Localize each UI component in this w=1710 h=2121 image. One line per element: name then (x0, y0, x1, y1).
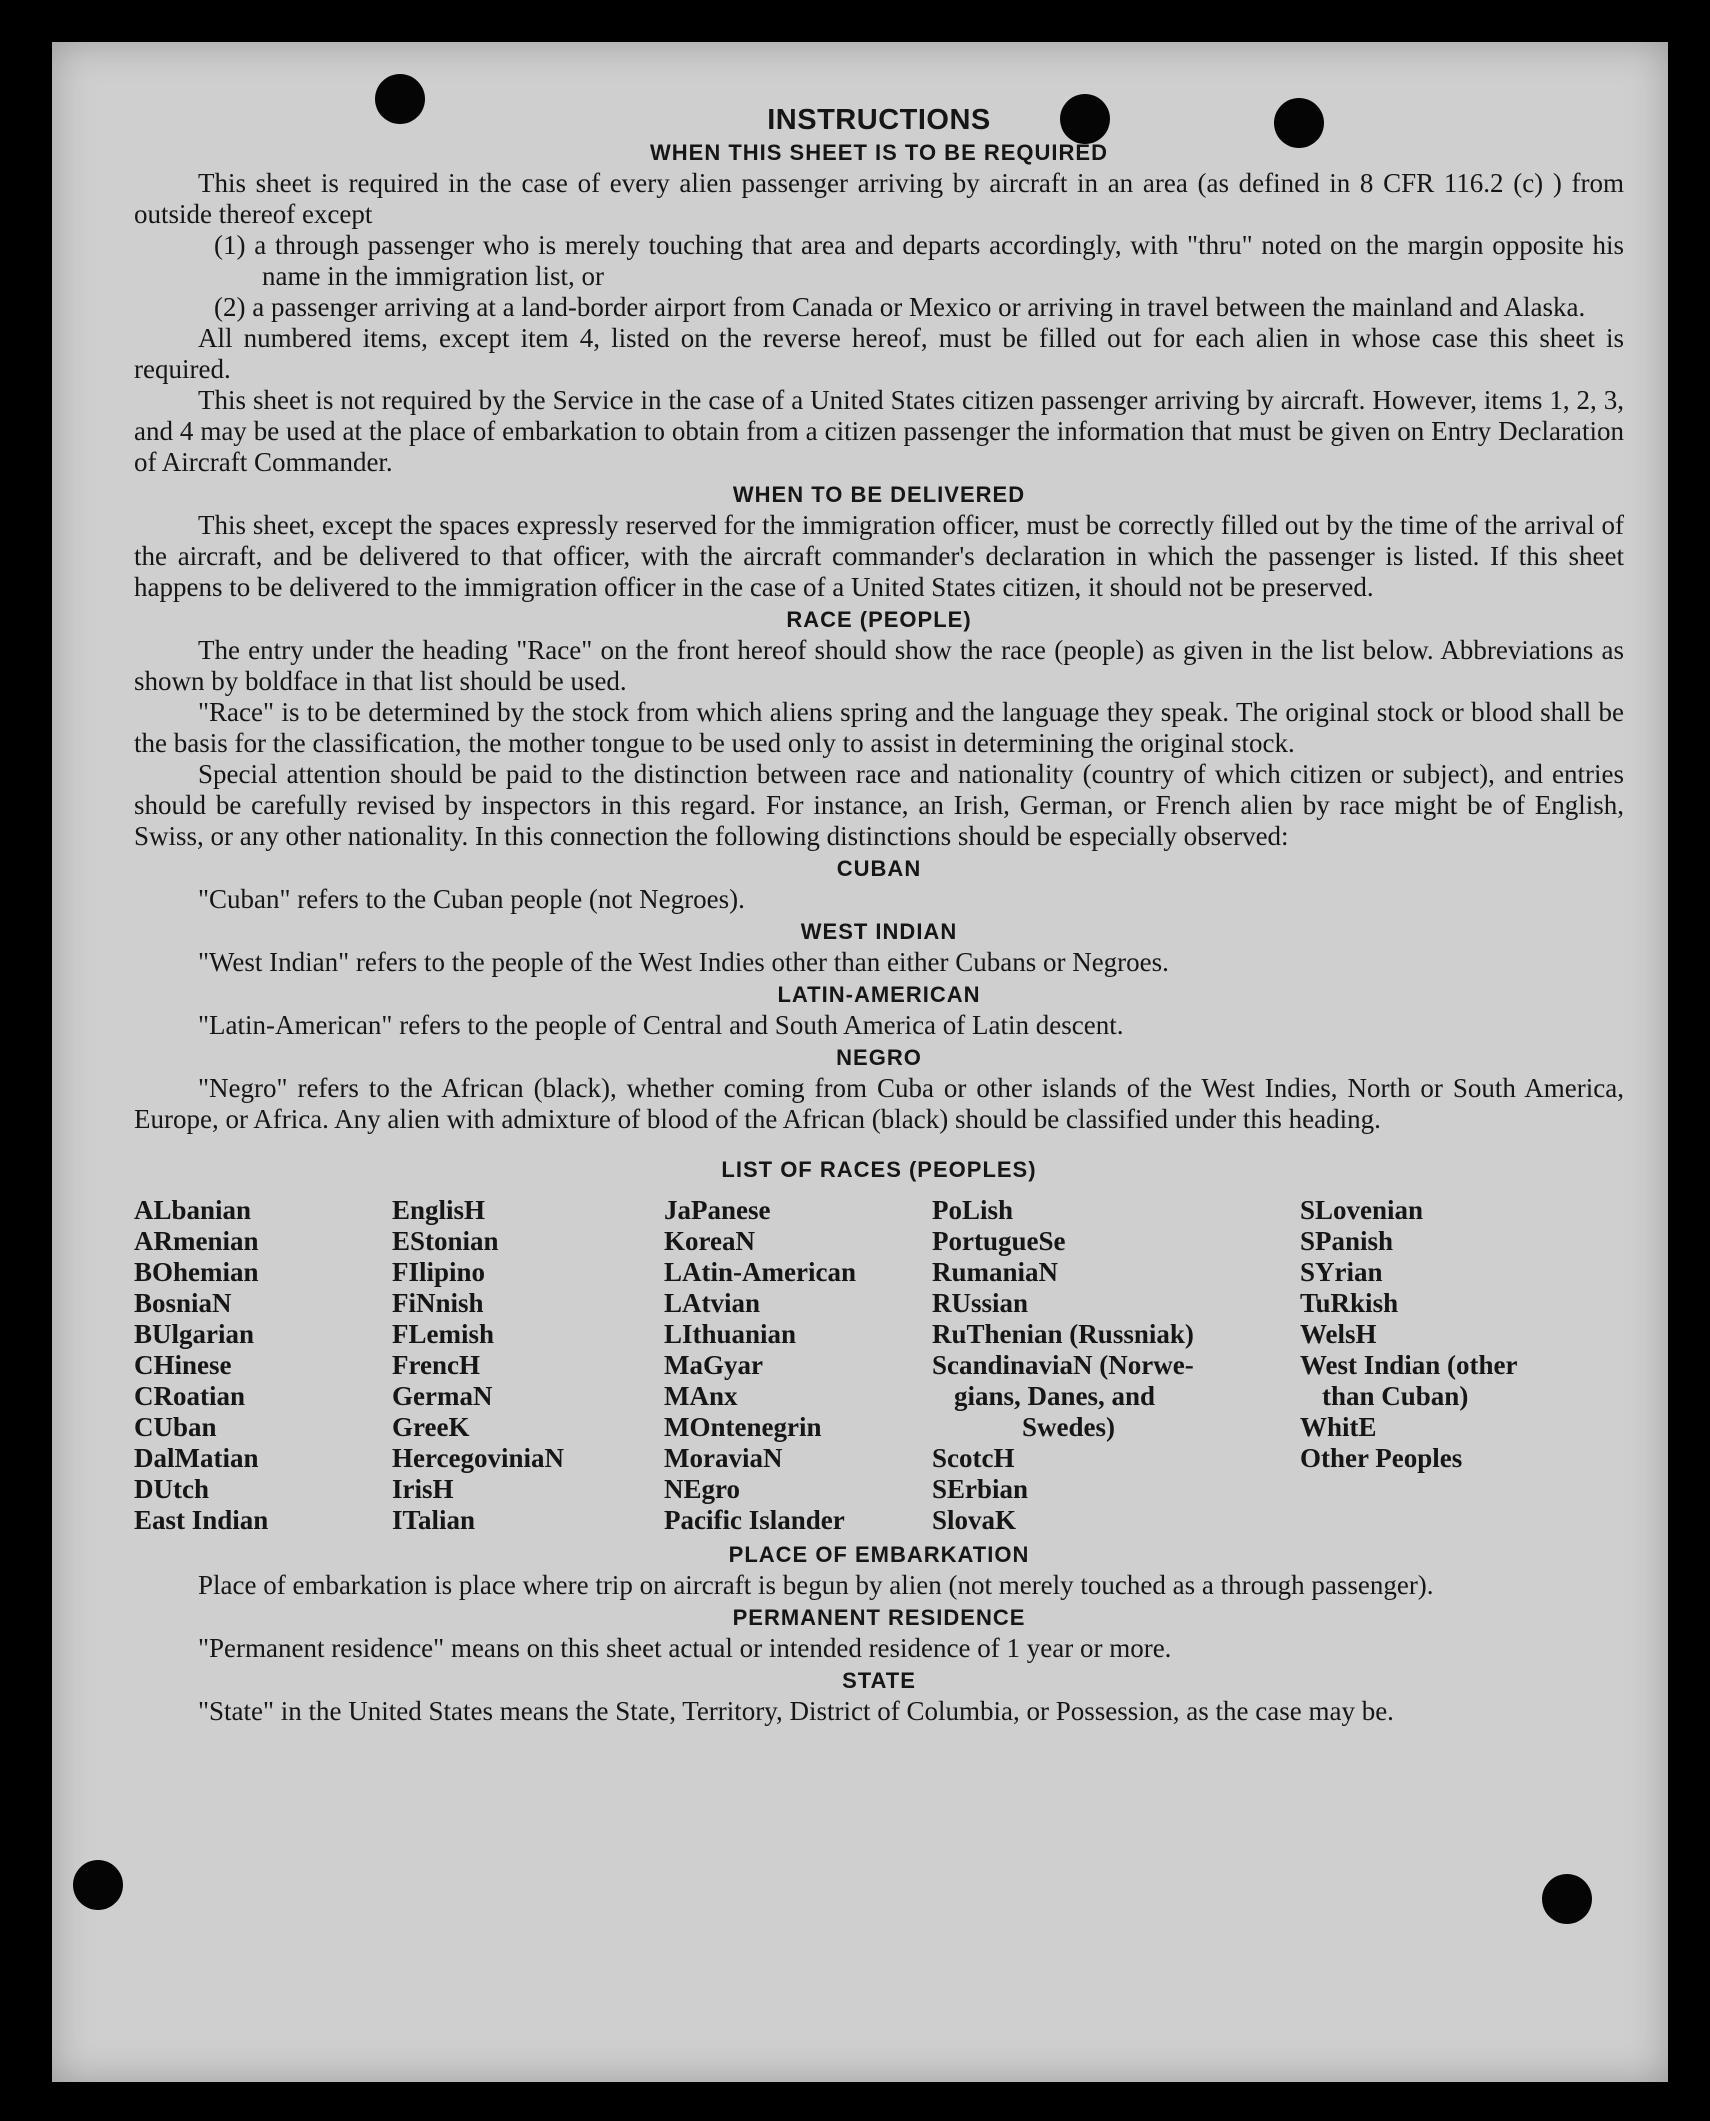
race-entry: MAnx (664, 1381, 738, 1411)
race-entry: SlovaK (932, 1505, 1017, 1535)
race-entry: BosniaN (134, 1288, 232, 1318)
race-entry: SYrian (1300, 1257, 1383, 1287)
race-entry: HercegoviniaN (392, 1443, 564, 1473)
race-entry: DUtch (134, 1474, 209, 1504)
race-entry: KoreaN (664, 1226, 755, 1256)
paragraph-when-required: This sheet is required in the case of every alien passenger arriving by aircraft in an area (as defined in 8 CFR 116.2 (c) ) from outside thereof except (134, 168, 1624, 229)
race-entry: ALbanian (134, 1195, 252, 1225)
race-entry: PoLish (932, 1195, 1014, 1225)
heading-embarkation: PLACE OF EMBARKATION (728, 1542, 1030, 1567)
paragraph-race-3: Special attention should be paid to the distinction between race and nationality (country of which citizen or subject), and entries should be carefully revised by inspectors in this regard. For instance, an Irish, German, or French alien by race might be of English, Swiss, or any other nationality. In this connection the following distinctions should be especially observed: (134, 759, 1624, 851)
races-column-2 (392, 1195, 664, 1536)
punch-hole-bottom-left (73, 1860, 123, 1910)
race-entry: FLemish (392, 1319, 495, 1349)
heading-cuban: CUBAN (836, 856, 922, 881)
race-entry: ARmenian (134, 1226, 259, 1256)
heading-state: STATE (842, 1668, 916, 1693)
races-column-4 (932, 1195, 1300, 1536)
race-entry: IrisH (392, 1474, 454, 1504)
race-entry: WelsH (1300, 1319, 1377, 1349)
race-entry: EStonian (392, 1226, 499, 1256)
paragraph-numbered-items: All numbered items, except item 4, listed on the reverse hereof, must be filled out for each alien in whose case this sheet is required. (134, 323, 1624, 384)
paragraph-cuban: "Cuban" refers to the Cuban people (not Negroes). (198, 884, 745, 914)
race-entry: BOhemian (134, 1257, 259, 1287)
race-entry-continuation: Swedes) (1022, 1412, 1115, 1442)
race-entry: FIlipino (392, 1257, 486, 1287)
race-entry: ScotcH (932, 1443, 1015, 1473)
race-entry: LIthuanian (664, 1319, 797, 1349)
race-entry: GreeK (392, 1412, 470, 1442)
race-entry: FiNnish (392, 1288, 484, 1318)
races-column-3 (664, 1195, 932, 1536)
heading-residence: PERMANENT RESIDENCE (732, 1605, 1026, 1630)
race-entry: RUssian (932, 1288, 1029, 1318)
paragraph-state: "State" in the United States means the State, Territory, District of Columbia, or Possession, as the case may be. (198, 1696, 1394, 1726)
race-entry: CUban (134, 1412, 217, 1442)
races-table (134, 1195, 1624, 1536)
race-entry: SPanish (1300, 1226, 1394, 1256)
race-entry: GermaN (392, 1381, 493, 1411)
race-entry: FrencH (392, 1350, 480, 1380)
race-entry: East Indian (134, 1505, 269, 1535)
race-entry: SErbian (932, 1474, 1029, 1504)
race-entry: EnglisH (392, 1195, 486, 1225)
race-entry: West Indian (other (1300, 1350, 1518, 1380)
race-entry: Other Peoples (1300, 1443, 1463, 1473)
race-entry: TuRkish (1300, 1288, 1399, 1318)
race-entry: NEgro (664, 1474, 741, 1504)
page-title: INSTRUCTIONS (767, 104, 991, 136)
paragraph-west-indian: "West Indian" refers to the people of the West Indies other than either Cubans or Negroes. (198, 947, 1169, 977)
race-entry: CHinese (134, 1350, 232, 1380)
paragraph-negro: "Negro" refers to the African (black), whether coming from Cuba or other islands of the West Indies, North or South America, Europe, or Africa. Any alien with admixture of blood of the African (black) should be classified under this heading. (134, 1073, 1624, 1134)
races-column-5 (1300, 1195, 1600, 1536)
race-entry: SLovenian (1300, 1195, 1424, 1225)
paragraph-embarkation: Place of embarkation is place where trip on aircraft is begun by alien (not merely touched as a through passenger). (198, 1570, 1434, 1600)
document-sheet (52, 42, 1668, 2082)
heading-latin-american: LATIN-AMERICAN (777, 982, 981, 1007)
race-entry: WhitE (1300, 1412, 1377, 1442)
punch-hole-bottom-right (1542, 1874, 1592, 1924)
race-entry: ScandinaviaN (Norwe- (932, 1350, 1194, 1380)
instructions-content (134, 104, 1624, 1727)
paragraph-latin-american: "Latin-American" refers to the people of Central and South America of Latin descent. (198, 1010, 1124, 1040)
race-entry: PortugueSe (932, 1226, 1066, 1256)
heading-list-of-races: LIST OF RACES (PEOPLES) (721, 1157, 1037, 1182)
paragraph-when-delivered: This sheet, except the spaces expressly reserved for the immigration officer, must be correctly filled out by the time of the arrival of the aircraft, and be delivered to that officer, with the aircraft commander's declaration in which the passenger is listed. If this sheet happens to be delivered to the immigration officer in the case of a United States citizen, it should not be preserved. (134, 510, 1624, 602)
heading-when-required: WHEN THIS SHEET IS TO BE REQUIRED (650, 140, 1108, 165)
race-entry: MaGyar (664, 1350, 763, 1380)
paragraph-race-1: The entry under the heading "Race" on the front hereof should show the race (people) as given in the list below. Abbreviations as shown by boldface in that list should be used. (134, 635, 1624, 696)
race-entry-continuation: gians, Danes, and (954, 1381, 1156, 1411)
paragraph-citizen-note: This sheet is not required by the Service in the case of a United States citizen passenger arriving by aircraft. However, items 1, 2, 3, and 4 may be used at the place of embarkation to obtain from a citizen passenger the information that must be given on Entry Declaration of Aircraft Commander. (134, 385, 1624, 477)
race-entry: LAtin-American (664, 1257, 856, 1287)
race-entry: Pacific Islander (664, 1505, 845, 1535)
race-entry: MOntenegrin (664, 1412, 822, 1442)
race-entry-continuation: than Cuban) (1322, 1381, 1469, 1411)
exception-item-1: (1) a through passenger who is merely touching that area and departs accordingly, with "thru" noted on the margin opposite his name in the immigration list, or (214, 230, 1624, 291)
paragraph-race-2: "Race" is to be determined by the stock from which aliens spring and the language they speak. The original stock or blood shall be the basis for the classification, the mother tongue to be used only to assist in determining the original stock. (134, 697, 1624, 758)
heading-negro: NEGRO (836, 1045, 922, 1070)
race-entry: CRoatian (134, 1381, 246, 1411)
heading-race: RACE (PEOPLE) (786, 607, 972, 632)
paragraph-residence: "Permanent residence" means on this sheet actual or intended residence of 1 year or more. (198, 1633, 1172, 1663)
race-entry: DalMatian (134, 1443, 259, 1473)
race-entry: RuThenian (Russniak) (932, 1319, 1194, 1349)
race-entry: LAtvian (664, 1288, 761, 1318)
race-entry: ITalian (392, 1505, 476, 1535)
race-entry: JaPanese (664, 1195, 771, 1225)
heading-west-indian: WEST INDIAN (800, 919, 958, 944)
race-entry: RumaniaN (932, 1257, 1059, 1287)
races-column-1 (134, 1195, 392, 1536)
race-entry: BUlgarian (134, 1319, 255, 1349)
exception-item-2: (2) a passenger arriving at a land-border airport from Canada or Mexico or arriving in travel between the mainland and Alaska. (214, 292, 1586, 322)
race-entry: MoraviaN (664, 1443, 783, 1473)
heading-when-delivered: WHEN TO BE DELIVERED (732, 482, 1026, 507)
